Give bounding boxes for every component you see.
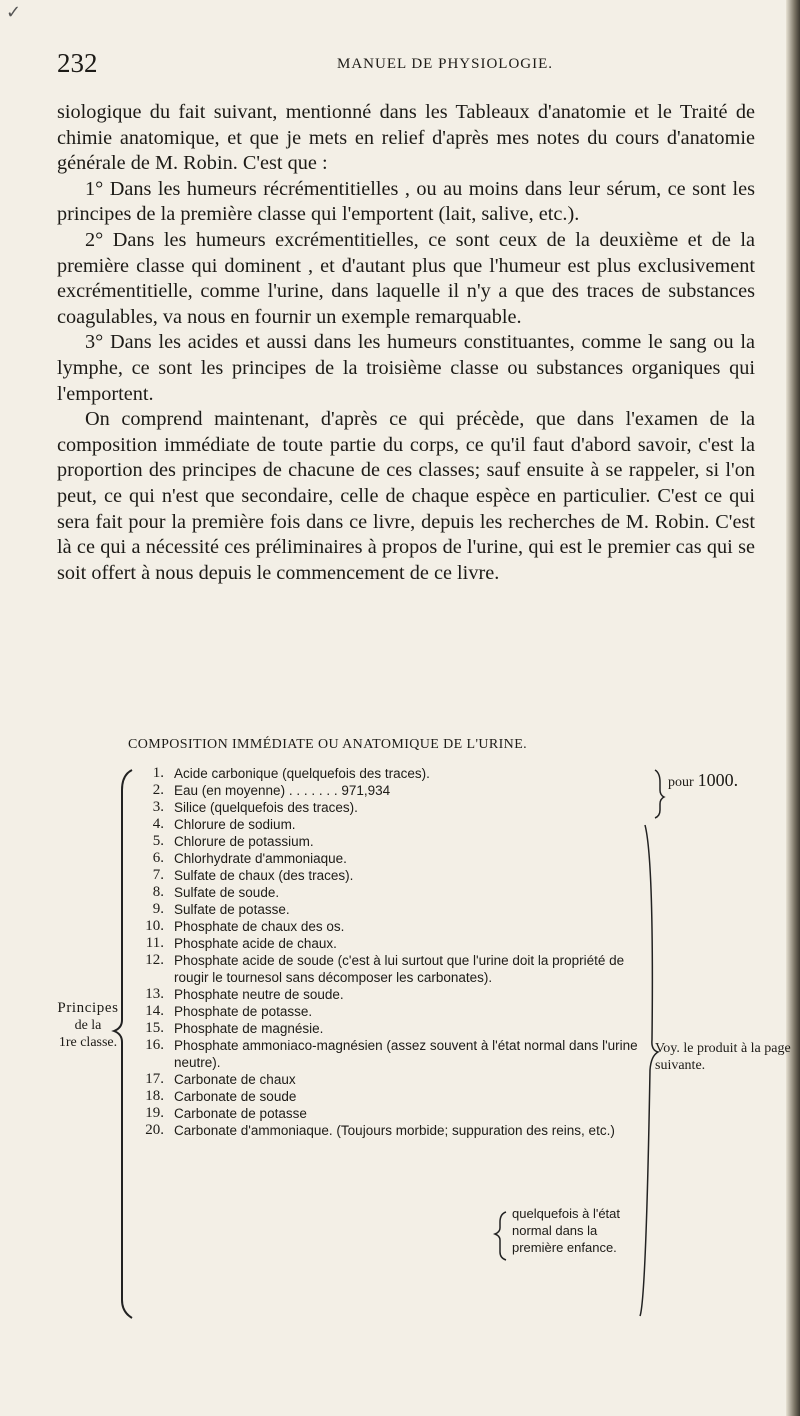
group-label-line: de la xyxy=(74,1018,102,1033)
page-number: 232 xyxy=(57,48,98,78)
list-item: 13. Phosphate neutre de soude. xyxy=(145,986,344,1002)
list-item: 11. Phosphate acide de chaux. xyxy=(145,935,337,951)
note-1000: 1000. xyxy=(697,770,739,790)
list-item: 14. Phosphate de potasse. xyxy=(145,1003,313,1019)
list-item: 7. Sulfate de chaux (des traces). xyxy=(152,867,354,883)
list-item: 16. Phosphate ammoniaco-magnésien (assez souvent à l'état normal dans l'urine neutre). xyxy=(145,1037,638,1070)
paragraph: 1° Dans les humeurs récrémentitielles , ou au moins dans leur sérum, ce sont les principes de la première classe qui l'emportent (lait, salive, etc.). xyxy=(57,177,755,226)
list-item: 2. Eau (en moyenne) . . . . . . . 971,934 xyxy=(152,782,391,798)
group-label-line: 1re classe. xyxy=(58,1035,118,1050)
corner-check-mark: ✓ xyxy=(6,2,22,23)
group-label-line: Principes xyxy=(57,1000,119,1016)
note-pour: pour xyxy=(668,775,694,790)
list-item: 12. Phosphate acide de soude (c'est à lui surtout que l'urine doit la propriété de rougir le tournesol sans décomposer les carbonates). xyxy=(145,952,625,985)
list-item: 8. Sulfate de soude. xyxy=(152,884,280,900)
list-item: 4. Chlorure de sodium. xyxy=(152,816,296,832)
list-item: 3. Silice (quelquefois des traces). xyxy=(152,799,358,815)
group-label xyxy=(52,1000,124,1051)
table-title: COMPOSITION IMMÉDIATE OU ANATOMIQUE DE L'URINE. xyxy=(128,737,528,752)
list-item: 5. Chlorure de potassium. xyxy=(152,833,314,849)
list-item: 9. Sulfate de potasse. xyxy=(152,901,290,917)
paragraph: On comprend maintenant, d'après ce qui précède, que dans l'examen de la composition immédiate de toute partie du corps, ce qu'il faut d'abord savoir, c'est la proportion des principes de chacune de ces classes; sauf ensuite à se rappeler, si l'on peut, ce qui n'est que secondaire, celle de chaque espèce en particulier. C'est ce qui sera fait pour la première fois dans ce livre, depuis les recherches de M. Robin. C'est là ce qui a nécessité ces préliminaires à propos de l'urine, qui est le premier cas qui se soit offert à nous depuis le commencement de ce livre. xyxy=(57,408,755,584)
list-item: 18. Carbonate de soude xyxy=(145,1088,297,1104)
paragraph: 2° Dans les humeurs excrémentitielles, ce sont ceux de la deuxième et de la première classe qui dominent , et d'autant plus que l'humeur est plus exclusivement excrémentitielle, comme l'urine, dans laquelle il n'y a que des traces de substances coagulables, va nous en fournir un exemple remarquable. xyxy=(57,228,755,328)
list-item: 19. Carbonate de potasse xyxy=(145,1105,307,1121)
list-item: 6. Chlorhydrate d'ammoniaque. xyxy=(152,850,347,866)
carbonate-note: quelquefois à l'état normal dans la première enfance. xyxy=(512,1206,621,1255)
paragraph: siologique du fait suivant, mentionné dans les Tableaux d'anatomie et le Traité de chimie anatomique, et que je mets en relief d'après mes notes du cours d'anatomie générale de M. Robin. C'est que : xyxy=(57,101,755,175)
list-item: 1. Acide carbonique (quelquefois des traces). xyxy=(152,765,430,781)
list-item: 20. Carbonate d'ammoniaque. (Toujours morbide; suppuration des reins, etc.) xyxy=(145,1122,615,1138)
paragraph: 3° Dans les acides et aussi dans les humeurs constituantes, comme le sang ou la lymphe, ce sont les principes de la troisième classe ou substances organiques qui l'emportent. xyxy=(57,331,755,405)
list-item: 17. Carbonate de chaux xyxy=(145,1071,296,1087)
list-item: 10. Phosphate de chaux des os. xyxy=(145,918,345,934)
per-1000-note xyxy=(668,770,738,791)
composition-list xyxy=(140,765,660,1139)
see-next-page-note: Voy. le produit à la page suivante. xyxy=(655,1041,791,1073)
running-head: MANUEL DE PHYSIOLOGIE. xyxy=(337,56,554,72)
list-item: 15. Phosphate de magnésie. xyxy=(145,1020,324,1036)
